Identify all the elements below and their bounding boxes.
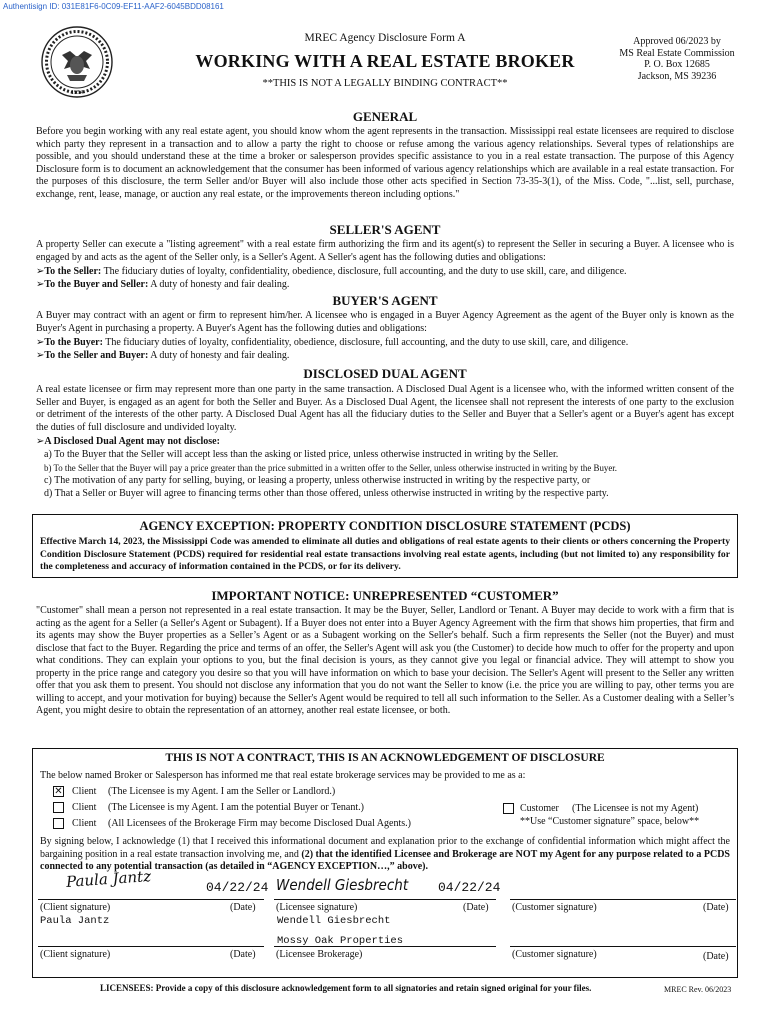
customer-sig-line — [510, 899, 736, 900]
client-dual-checkbox[interactable] — [53, 818, 64, 829]
client-seller-checkbox[interactable] — [53, 786, 64, 797]
approval-line: Approved 06/2023 by — [633, 36, 721, 47]
date-label: (Date) — [703, 902, 729, 913]
approval-block — [612, 36, 742, 82]
client-buyer-checkbox[interactable] — [53, 802, 64, 813]
dual-item: d) That a Seller or Buyer will agree to financing terms other than those offered, unless otherwise instructed in writing by the respective party. — [44, 488, 609, 499]
dual-agent-heading: DISCLOSED DUAL AGENT — [303, 366, 467, 381]
signing-text-part: By signing below, I acknowledge (1) that I received this informational document and explanation prior to the exchange of confidential information which might affect the bargaining position in a real estate transaction involving me, and — [40, 836, 730, 860]
licensee-sig-line — [274, 899, 496, 900]
bullet-lead: To the Buyer: — [44, 337, 103, 348]
option-label: Client — [72, 802, 97, 813]
arrow-icon: ➢ — [36, 337, 45, 348]
sellers-agent-heading: SELLER'S AGENT — [329, 222, 441, 237]
option-desc: (The Licensee is my Agent. I am the potential Buyer or Tenant.) — [108, 802, 364, 813]
dual-may-not-label: A Disclosed Dual Agent may not disclose: — [44, 436, 220, 447]
seal-year: 1954 — [71, 90, 83, 96]
arrow-icon: ➢ — [36, 279, 45, 290]
customer-sig-label: (Customer signature) — [512, 902, 597, 913]
date-label: (Date) — [230, 949, 256, 960]
buyers-agent-text: A Buyer may contract with an agent or firm to represent him/her. A licensee who is engaged in a Buyer Agency Agreement as the agent of the Buyer only is known as the Buyer's Agent in purchasing a property. A Buyer's Agent has the following duties and obligations: — [36, 310, 734, 334]
customer-sig-line-2 — [510, 946, 736, 947]
sellers-bullet — [36, 266, 734, 279]
revision-label: MREC Rev. 06/2023 — [664, 985, 732, 994]
dual-item: c) The motivation of any party for selling, buying, or leasing a property, unless otherwise instructed in writing by the respective party, or — [44, 475, 591, 486]
client-sig-label: (Client signature) — [40, 902, 111, 913]
dual-item: a) To the Buyer that the Seller will accept less than the asking or listed price, unless otherwise instructed in writing by the Seller. — [44, 449, 559, 460]
customer-checkbox[interactable] — [503, 803, 514, 814]
client-date: 04/22/24 — [206, 880, 269, 895]
bullet-text: The fiduciary duties of loyalty, confidentiality, obedience, disclosure, full accounting, and the duty to use skill, care, and diligence. — [101, 266, 627, 277]
client-sig-line — [38, 899, 264, 900]
notice-heading: IMPORTANT NOTICE: UNREPRESENTED “CUSTOMER” — [211, 588, 559, 603]
ack-intro: The below named Broker or Salesperson has informed me that real estate brokerage services may be provided to me as a: — [40, 770, 526, 781]
approval-line: Jackson, MS 39236 — [637, 70, 717, 82]
licensee-sig-label: (Licensee signature) — [276, 902, 358, 913]
licensee-signature-image: Wendell Giesbrecht — [276, 876, 409, 894]
pcds-heading: AGENCY EXCEPTION: PROPERTY CONDITION DISCLOSURE STATEMENT (PCDS) — [139, 519, 631, 533]
page-title: WORKING WITH A REAL ESTATE BROKER — [195, 51, 575, 71]
approval-line: MS Real Estate Commission — [619, 47, 735, 59]
bullet-text: A duty of honesty and fair dealing. — [148, 279, 290, 290]
client-name: Paula Jantz — [40, 915, 110, 927]
licensee-name: Wendell Giesbrecht — [277, 915, 391, 927]
licensee-date: 04/22/24 — [438, 880, 501, 895]
customer-note: **Use “Customer signature” space, below** — [520, 816, 700, 827]
buyers-bullet — [36, 350, 734, 363]
client-sig-line-2 — [38, 946, 264, 947]
customer-sig-label: (Customer signature) — [512, 949, 597, 960]
option-label: Client — [72, 818, 97, 829]
arrow-icon: ➢ — [36, 266, 45, 277]
arrow-icon: ➢ — [36, 436, 45, 447]
arrow-icon: ➢ — [36, 350, 45, 361]
general-text: Before you begin working with any real estate agent, you should know whom the agent represents in the transaction. Mississippi real estate licensees are required to disclose which party they represent in a transaction and to allow a party the right to choose or refuse among the various agency relationships. Several types of relationships are possible, and you should understand these at the time a broker or salesperson provides specific assistance to you in a real estate transaction. The purpose of this Agency Disclosure form is to document an acknowledgement that the consumer has been informed of various agency relationships which are available in a real estate transaction. For the purposes of this disclosure, the term Seller and/or Buyer will also include those other acts specified in Section 73-35-3(1), of the Miss. Code, "...list, sell, purchase, exchange, rent, lease, manage, or auction any real estate, or the improvements thereon including options." — [36, 126, 734, 200]
bullet-text: A duty of honesty and fair dealing. — [148, 350, 290, 361]
general-heading: GENERAL — [352, 109, 418, 124]
dual-agent-text: A real estate licensee or firm may represent more than one party in the same transaction. A Disclosed Dual Agent is a licensee who, with the informed written consent of the Seller and Buyer, is engaged as an agent for both the Seller and Buyer. As a Disclosed Dual Agent, the licensee shall not represent the interests of one party to the exclusion or detriment of the interests of the other party. A Disclosed Dual Agent has all the fiduciary duties to the Seller and Buyer that a Seller's agent or a Buyer's agent has except the duties of full disclosure and undivided loyalty. — [36, 384, 734, 433]
dual-may-not — [36, 436, 734, 449]
buyers-bullet — [36, 337, 734, 350]
ack-heading: THIS IS NOT A CONTRACT, THIS IS AN ACKNOWLEDGEMENT OF DISCLOSURE — [165, 752, 605, 764]
authentisign-id: Authentisign ID: 031E81F6-0C09-EF11-AAF2-6045BDD08161 — [3, 2, 224, 11]
footer-text: LICENSEES: Provide a copy of this disclosure acknowledgement form to all signatories and retain signed original for your files. — [100, 983, 592, 993]
page-subtitle: **THIS IS NOT A LEGALLY BINDING CONTRACT** — [262, 78, 508, 89]
approval-line: P. O. Box 12685 — [644, 59, 710, 70]
option-label: Client — [72, 786, 97, 797]
sellers-bullet — [36, 279, 734, 292]
signing-text-bold: (2) that the identified Licensee and Brokerage are NOT my Agent for any purpose related to a PCDS connected to any potential transaction (as detailed in “AGENCY EXCEPTION…,” above). — [40, 848, 730, 872]
bullet-text: The fiduciary duties of loyalty, confidentiality, obedience, disclosure, full accounting, and the duty to use skill, care, and diligence. — [102, 337, 629, 348]
client-signature-image: Paula Jantz — [65, 867, 152, 891]
bullet-lead: To the Seller and Buyer: — [44, 350, 149, 361]
option-desc: (The Licensee is not my Agent) — [572, 803, 699, 814]
bullet-lead: To the Buyer and Seller: — [44, 279, 149, 290]
bullet-lead: To the Seller: — [44, 266, 102, 277]
date-label: (Date) — [463, 902, 489, 913]
pcds-text: Effective March 14, 2023, the Mississippi Code was amended to eliminate all duties and obligations of real estate agents to their clients or others concerning the Property Condition Disclosure Statement (PCDS) required for residential real estate transactions involving real estate agents, including (but not limited to) any responsibility for the completeness and accuracy of information contained in the PCDS, or for its delivery. — [40, 536, 730, 572]
client-sig-label: (Client signature) — [40, 949, 111, 960]
date-label: (Date) — [703, 951, 729, 962]
brokerage-line — [274, 946, 496, 947]
option-label: Customer — [520, 803, 559, 814]
buyers-agent-heading: BUYER'S AGENT — [332, 293, 438, 308]
checkmark-icon: ✕ — [54, 786, 63, 797]
option-desc: (The Licensee is my Agent. I am the Seller or Landlord.) — [108, 786, 336, 797]
brokerage-name: Mossy Oak Properties — [277, 935, 404, 947]
option-desc: (All Licensees of the Brokerage Firm may become Disclosed Dual Agents.) — [108, 818, 411, 829]
dual-item: b) To the Seller that the Buyer will pay a price greater than the price submitted in a written offer to the Seller, unless otherwise instructed in writing by the Buyer. — [44, 463, 617, 473]
brokerage-label: (Licensee Brokerage) — [276, 949, 363, 960]
form-name: MREC Agency Disclosure Form A — [304, 32, 466, 44]
sellers-agent-text: A property Seller can execute a "listing agreement" with a real estate firm authorizing the firm and its agent(s) to represent the Seller in securing a Buyer. A licensee who is engaged by and acts as the agent of the Seller only, is a Seller's Agent. A Seller's agent has the following duties and obligations: — [36, 239, 734, 263]
notice-text: "Customer" shall mean a person not represented in a real estate transaction. It may be the Buyer, Seller, Landlord or Tenant. A Buyer may decide to work with a firm that is acting as the agent for a Seller (a Seller's Agent or Subagent). If a Buyer does not enter into a Buyer Agency Agreement with the firm that shows him properties, that firm and its agents may show the Buyer properties as a Seller’s Agent or as a Subagent working on the Seller's behalf. Such a firm represents the Seller (not the Buyer) and must disclose that fact to the Buyer. Regarding the price and terms of an offer, the Seller's Agent will ask you (the Customer) to decide how much to offer for the property and upon what conditions. They can explain your options to you, but the final decision is yours, as they cannot give you legal or financial advice. They will attempt to show you property in the price range and category you desire so that you will have information on which to base your decision. The Seller's Agent will present to the Seller any written offer that you ask them to present. You should not disclose any information that you do not want the Seller to know (i.e. the price you are willing to pay, other terms you are willing to accept, and your motivation for buying) because the Seller's Agent would be required to tell all such information to the Seller. As a Customer dealing with a Seller’s Agent, you might desire to obtain the representation of an attorney, another real estate licensee, or both. — [36, 605, 734, 716]
date-label: (Date) — [230, 902, 256, 913]
